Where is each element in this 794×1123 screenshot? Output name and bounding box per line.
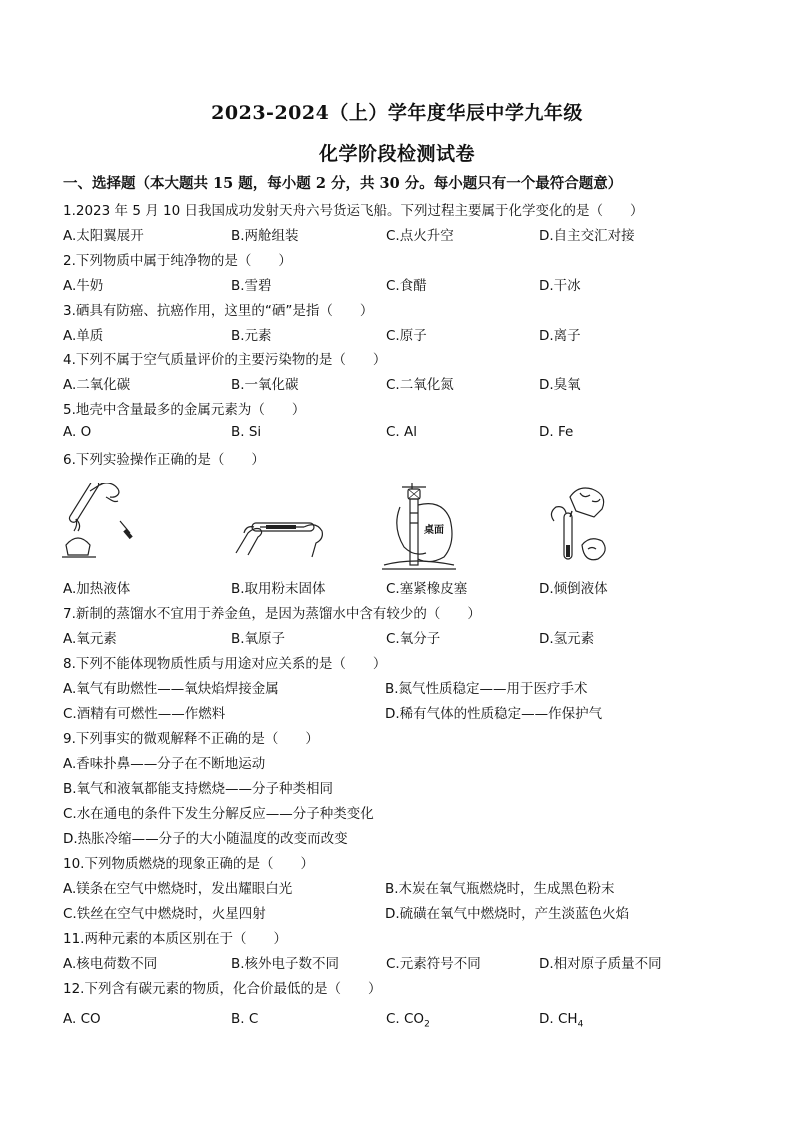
question-1-option-d: D.自主交汇对接 — [539, 228, 635, 244]
question-9-option-d: D.热胀冷缩——分子的大小随温度的改变而改变 — [63, 831, 348, 847]
question-2-option-c: C.食醋 — [386, 278, 427, 294]
exam-title-line2: 化学阶段检测试卷 — [318, 143, 475, 165]
question-5-option-c: C. Al — [386, 424, 417, 440]
question-11-option-d: D.相对原子质量不同 — [539, 956, 662, 972]
question-1-option-b: B.两舱组装 — [231, 228, 299, 244]
question-10-option-d: D.硫磺在氧气中燃烧时，产生淡蓝色火焰 — [385, 906, 630, 922]
question-9-option-b: B.氧气和液氧都能支持燃烧——分子种类相同 — [63, 781, 334, 797]
question-6-option-d: D.倾倒液体 — [539, 581, 608, 597]
question-2-option-d: D.干冰 — [539, 278, 581, 294]
question-12-option-b: B. C — [231, 1011, 259, 1027]
question-10-option-a: A.镁条在空气中燃烧时，发出耀眼白光 — [63, 881, 293, 897]
question-8-option-b: B.氮气性质稳定——用于医疗手术 — [385, 681, 588, 697]
question-2-option-b: B.雪碧 — [231, 278, 272, 294]
question-6-option-c: C.塞紧橡皮塞 — [386, 581, 468, 597]
exam-title-line1: 2023-2024（上）学年度华辰中学九年级 — [211, 102, 583, 124]
question-11-option-a: A.核电荷数不同 — [63, 956, 158, 972]
question-5-stem: 5.地壳中含量最多的金属元素为（ ） — [63, 402, 306, 418]
question-12-option-c-subscript: 2 — [424, 1019, 430, 1030]
question-1-stem: 1.2023 年 5 月 10 日我国成功发射天舟六号货运飞船。下列过程主要属于化学变化的是（ ） — [63, 203, 644, 219]
question-11-stem: 11.两种元素的本质区别在于（ ） — [63, 931, 287, 947]
question-6-stem: 6.下列实验操作正确的是（ ） — [63, 452, 265, 468]
question-4-option-d: D.臭氧 — [539, 377, 581, 393]
question-9-option-c: C.水在通电的条件下发生分解反应——分子种类变化 — [63, 806, 374, 822]
question-7-option-d: D.氢元素 — [539, 631, 595, 647]
question-5-option-d: D. Fe — [539, 424, 574, 440]
question-4-stem: 4.下列不属于空气质量评价的主要污染物的是（ ） — [63, 352, 387, 368]
question-1-option-c: C.点火升空 — [386, 228, 454, 244]
question-7-option-a: A.氧元素 — [63, 631, 117, 647]
question-12-option-d-text: D. CH — [539, 1011, 578, 1027]
figure-rubber-stopper — [380, 483, 460, 573]
question-7-option-c: C.氧分子 — [386, 631, 441, 647]
question-7-option-b: B.氧原子 — [231, 631, 286, 647]
question-12-option-a: A. CO — [63, 1011, 101, 1027]
question-10-option-b: B.木炭在氧气瓶燃烧时，生成黑色粉末 — [385, 881, 615, 897]
section-heading: 一、选择题（本大题共 15 题，每小题 2 分，共 30 分。每小题只有一个最符合题意） — [63, 175, 623, 192]
figure-heating-liquid — [60, 483, 146, 567]
question-4-option-a: A.二氧化碳 — [63, 377, 131, 393]
question-9-stem: 9.下列事实的微观解释不正确的是（ ） — [63, 731, 319, 747]
question-11-option-b: B.核外电子数不同 — [231, 956, 340, 972]
question-2-option-a: A.牛奶 — [63, 278, 104, 294]
figure-label-desk: 桌面 — [424, 525, 444, 536]
question-9-option-a: A.香味扑鼻——分子在不断地运动 — [63, 756, 266, 772]
question-8-stem: 8.下列不能体现物质性质与用途对应关系的是（ ） — [63, 656, 387, 672]
question-3-stem: 3.硒具有防癌、抗癌作用，这里的“硒”是指（ ） — [63, 303, 374, 319]
question-5-option-a: A. O — [63, 424, 92, 440]
question-3-option-d: D.离子 — [539, 328, 581, 344]
question-3-option-a: A.单质 — [63, 328, 104, 344]
question-8-option-d: D.稀有气体的性质稳定——作保护气 — [385, 706, 603, 722]
question-7-stem: 7.新制的蒸馏水不宜用于养金鱼，是因为蒸馏水中含有较少的（ ） — [63, 606, 481, 622]
question-1-option-a: A.太阳翼展开 — [63, 228, 144, 244]
question-5-option-b: B. Si — [231, 424, 262, 440]
question-4-option-c: C.二氧化氮 — [386, 377, 454, 393]
question-10-option-c: C.铁丝在空气中燃烧时，火星四射 — [63, 906, 266, 922]
question-3-option-c: C.原子 — [386, 328, 427, 344]
question-6-option-b: B.取用粉末固体 — [231, 581, 326, 597]
question-12-option-d — [539, 1011, 583, 1030]
question-12-option-d-subscript: 4 — [577, 1019, 584, 1030]
figure-pouring-liquid — [536, 483, 616, 567]
figure-powder-solid — [232, 483, 332, 567]
question-4-option-b: B.一氧化碳 — [231, 377, 299, 393]
question-8-option-a: A.氧气有助燃性——氧炔焰焊接金属 — [63, 681, 279, 697]
question-11-option-c: C.元素符号不同 — [386, 956, 481, 972]
question-10-stem: 10.下列物质燃烧的现象正确的是（ ） — [63, 856, 314, 872]
question-3-option-b: B.元素 — [231, 328, 272, 344]
question-12-option-c — [386, 1011, 430, 1030]
question-8-option-c: C.酒精有可燃性——作燃料 — [63, 706, 226, 722]
question-12-stem: 12.下列含有碳元素的物质，化合价最低的是（ ） — [63, 981, 382, 997]
question-12-option-c-text: C. CO — [386, 1011, 425, 1027]
question-6-option-a: A.加热液体 — [63, 581, 131, 597]
question-2-stem: 2.下列物质中属于纯净物的是（ ） — [63, 253, 292, 269]
